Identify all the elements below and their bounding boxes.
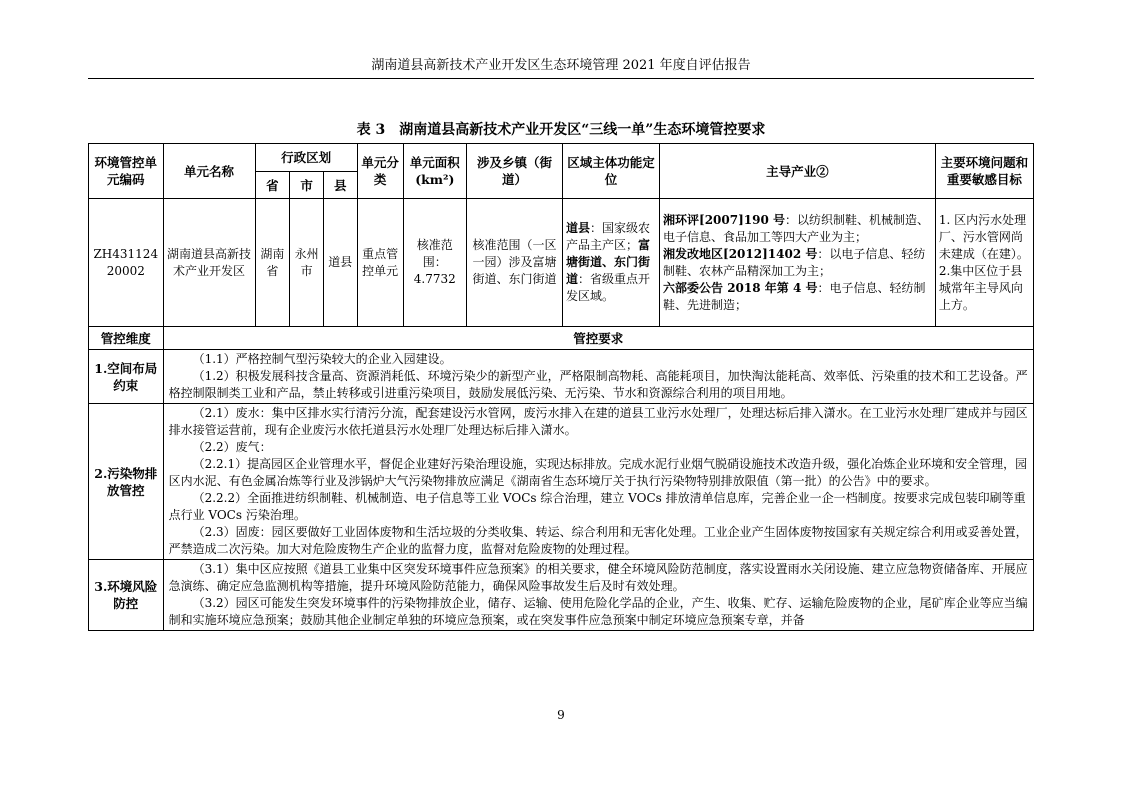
industry-item-2-text: ：以电子信息、轻纺制鞋、农林产品精深加工为主； xyxy=(663,246,926,278)
page-header: 湖南道县高新技术产业开发区生态环境管理 2021 年度自评估报告 xyxy=(371,58,751,73)
dimension-label: 1.空间布局约束 xyxy=(89,350,164,404)
function-part-2-bold: 富塘街道、东门街道 xyxy=(565,238,650,286)
control-row-spatial xyxy=(89,350,1034,404)
col-towns-header: 涉及乡镇（街道） xyxy=(466,144,562,199)
col-city-header: 市 xyxy=(290,172,324,199)
issue-item-2: 2.集中区位于县城常年主导风向上方。 xyxy=(938,263,1023,312)
col-name-header: 单元名称 xyxy=(163,144,255,199)
requirement-header: 管控要求 xyxy=(163,327,1033,350)
requirement-line: （1.1）严格控制气型污染较大的企业入园建设。 xyxy=(192,352,452,366)
industry-item-1-bold: 湘环评[2007]190 号 xyxy=(663,212,785,227)
col-industry-header: 主导产业② xyxy=(660,144,936,199)
unit-towns: 核准范围（一区一园）涉及富塘街道、东门街道 xyxy=(466,199,562,327)
control-row-risk xyxy=(89,560,1034,631)
requirement-cell xyxy=(163,350,1033,404)
unit-city: 永州市 xyxy=(290,199,324,327)
industry-item xyxy=(663,246,932,280)
col-issues-header: 主要环境问题和重要敏感目标 xyxy=(935,144,1033,199)
industry-item xyxy=(663,212,932,246)
col-code-header: 环境管控单元编码 xyxy=(89,144,164,199)
unit-area xyxy=(403,199,466,327)
unit-category: 重点管控单元 xyxy=(357,199,403,327)
requirement-line: （2.1）废水：集中区排水实行清污分流，配套建设污水管网，废污水排入在建的道县工业污水处理厂，处理达标后排入潇水。在工业污水处理厂建成并与园区排水接管运营前，现有企业废污水依托道县污水处理厂处理达标后排入潇水。 xyxy=(168,406,1028,437)
issue-item-1: 1. 区内污水处理厂、污水管网尚未建成（在建）。 xyxy=(938,212,1029,261)
col-category-header: 单元分类 xyxy=(357,144,403,199)
requirement-cell xyxy=(163,560,1033,631)
requirement-line: （2.3）固废：园区要做好工业固体废物和生活垃圾的分类收集、转运、综合利用和无害化处理。工业企业产生固体废物按国家有关规定综合利用或妥善处置，严禁造成二次污染。加大对危险废物生产企业的监督力度，监督对危险废物的处理过程。 xyxy=(168,525,1028,556)
function-part-1-bold: 道县 xyxy=(565,221,590,235)
unit-area-value: 4.7732 xyxy=(413,272,456,286)
industry-item-3-text: ：电子信息、轻纺制鞋、先进制造； xyxy=(663,280,926,312)
function-part-2-text: ：省级重点开发区域。 xyxy=(565,272,650,303)
function-part-1-text: ：国家级农产品主产区； xyxy=(565,221,650,252)
requirement-line: （2.2.1）提高园区企业管理水平，督促企业建好污染治理设施，实现达标排放。完成水泥行业烟气脱硝设施技术改造升级，强化冶炼企业环境和安全管理，园区内水泥、有色金属冶炼等行业及涉锅炉大气污染物排放应满足《湖南省生态环境厅关于执行污染物特别排放限值（第一批）的公告》中的要求。 xyxy=(168,457,1028,488)
col-admin-header: 行政区划 xyxy=(255,144,357,172)
requirement-line: （2.2.2）全面推进纺织制鞋、机械制造、电子信息等工业 VOCs 综合治理，建立 VOCs 排放清单信息库，完善企业一企一档制度。按要求完成包装印刷等重点行业 VOCs 污染治理。 xyxy=(168,491,1026,522)
requirement-line: （1.2）积极发展科技含量高、资源消耗低、环境污染少的新型产业，严格限制高物耗、高能耗项目，加快淘汰能耗高、效率低、污染重的技术和工艺设备。严格控制限制类工业和产品，禁止转移或引进重污染项目，鼓励发展低污染、无污染、节水和资源综合利用的项目用地。 xyxy=(168,369,1028,400)
unit-province: 湖南省 xyxy=(255,199,290,327)
industry-item-3-bold: 六部委公告 2018 年第 4 号 xyxy=(663,280,818,295)
col-area-header: 单元面积(km²) xyxy=(403,144,466,199)
unit-issues xyxy=(935,199,1033,327)
unit-industry xyxy=(660,199,936,327)
requirement-line: （3.1）集中区应按照《道县工业集中区突发环境事件应急预案》的相关要求，健全环境风险防范制度，落实设置雨水关闭设施、建立应急物资储备库、开展应急演练、确定应急监测机构等措施，提升环境风险防范能力，确保风险事故发生后及时有效处理。 xyxy=(168,562,1028,593)
requirement-cell xyxy=(163,404,1033,560)
industry-item-1-text: ：以纺织制鞋、机械制造、电子信息、食品加工等四大产业为主； xyxy=(663,212,930,244)
unit-code: ZH43112420002 xyxy=(89,199,164,327)
header-rule xyxy=(88,78,1034,79)
col-function-header: 区域主体功能定位 xyxy=(562,144,659,199)
table-title: 表 3 湖南道县高新技术产业开发区“三线一单”生态环境管控要求 xyxy=(356,122,766,138)
unit-area-label: 核准范围： xyxy=(416,238,453,269)
control-table xyxy=(88,143,1034,631)
industry-item-2-bold: 湘发改地区[2012]1402 号 xyxy=(663,246,818,261)
control-row-pollution xyxy=(89,404,1034,560)
unit-name: 湖南道县高新技术产业开发区 xyxy=(163,199,255,327)
industry-item xyxy=(663,280,932,314)
unit-county: 道县 xyxy=(323,199,357,327)
requirement-line: （2.2）废气： xyxy=(192,440,272,454)
unit-function xyxy=(562,199,659,327)
col-county-header: 县 xyxy=(323,172,357,199)
requirement-line: （3.2）园区可能发生突发环境事件的污染物排放企业，储存、运输、使用危险化学品的企业，产生、收集、贮存、运输危险废物的企业，尾矿库企业等应当编制和实施环境应急预案；鼓励其他企业制定单独的环境应急预案，或在突发事件应急预案中制定环境应急预案专章，并备 xyxy=(168,596,1028,627)
dimension-label: 3.环境风险防控 xyxy=(89,560,164,631)
dimension-label: 2.污染物排放管控 xyxy=(89,404,164,560)
col-province-header: 省 xyxy=(255,172,290,199)
dimension-header: 管控维度 xyxy=(89,327,164,350)
page-number: 9 xyxy=(557,708,565,722)
